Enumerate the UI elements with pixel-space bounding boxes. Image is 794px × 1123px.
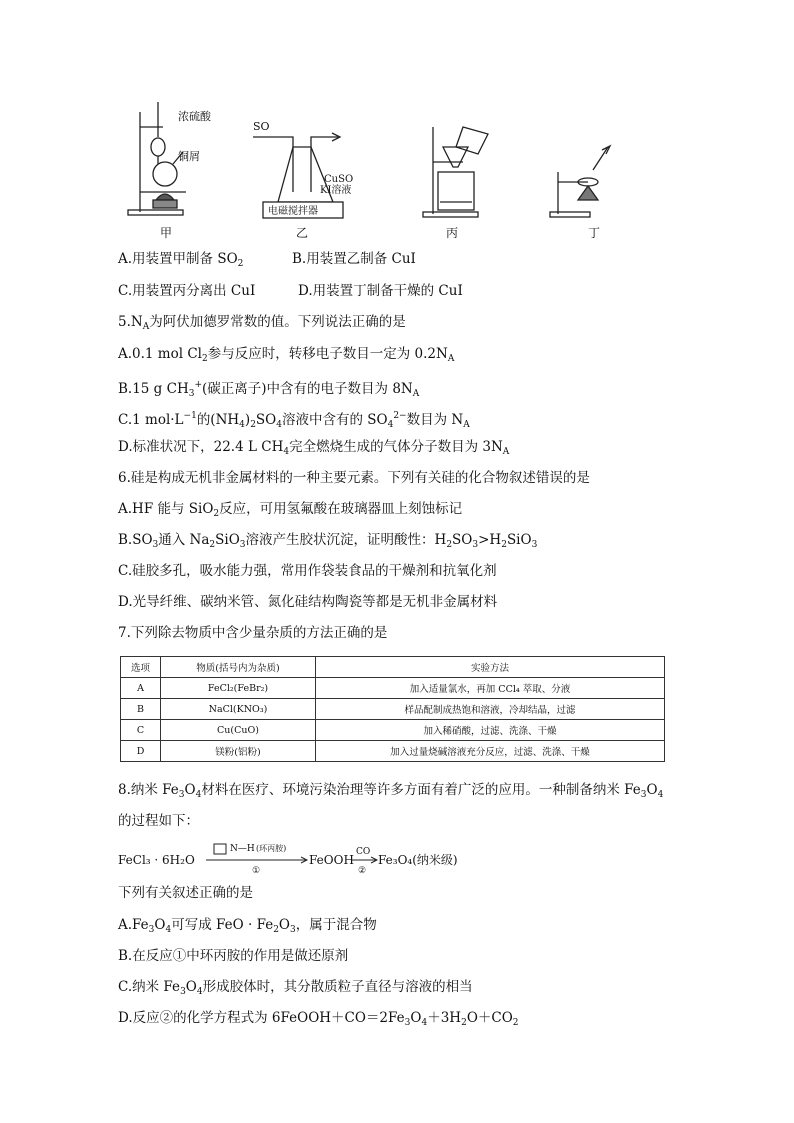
table-row: [121, 678, 665, 699]
q5-option-a: A.0.1 mol $Cl_2$参与反应时，转移电子数目一定为 $0.2N_A$: [118, 346, 455, 364]
q7-header-substance: 物质(括号内为杂质): [161, 657, 316, 678]
q5-option-c: C.1 $mol\cdot L^{-1}$的$(NH_4)_2SO_4$溶液中含有的 $SO_4^{2-}$数目为 $N_A$: [118, 411, 470, 430]
label-yi: 乙: [296, 226, 309, 240]
scheme-reagent1-name: (环丙胺): [256, 844, 287, 853]
q8-stem-line1: 8.纳米 $Fe_3O_4$材料在医疗、环境污染治理等许多方面有着广泛的应用。一种制备纳米 $Fe_3O_4$: [118, 782, 664, 800]
q7-cell-method: 加入过量烧碱溶液充分反应，过滤、洗涤、干燥: [316, 741, 665, 762]
q7-header-option: 选项: [121, 657, 161, 678]
q7-cell-method: 样品配制成热饱和溶液，冷却结晶，过滤: [316, 699, 665, 720]
q8-scheme-drawing: [118, 840, 478, 876]
q8-option-b: B.在反应①中环丙胺的作用是做还原剂: [118, 948, 349, 964]
scheme-step1: ①: [252, 866, 261, 876]
label-ding: 丁: [588, 226, 601, 240]
scheme-reagent1: N—H: [230, 844, 255, 854]
q7-cell-option: D: [121, 741, 161, 762]
scheme-mid: FeOOH: [309, 853, 354, 867]
q7-table: [120, 656, 665, 762]
q7-stem: 7.下列除去物质中含少量杂质的方法正确的是: [118, 625, 388, 641]
table-row: [121, 720, 665, 741]
q8-stem-line2: 的过程如下：: [118, 813, 199, 829]
label-so2: SO: [253, 120, 270, 133]
q4-option-b: B.用装置乙制备 CuI: [292, 251, 416, 267]
q4-option-d: D.用装置丁制备干燥的 CuI: [298, 283, 463, 299]
label-jia: 甲: [160, 226, 173, 240]
label-stirrer: 电磁搅拌器: [268, 206, 318, 217]
q8-reaction-scheme: [118, 840, 478, 876]
label-copper: 铜屑: [178, 150, 200, 163]
q5-stem: $5.N_A$为阿伏加德罗常数的值。下列说法正确的是: [118, 314, 406, 332]
scheme-product: Fe₃O₄(纳米级): [378, 853, 458, 867]
apparatus-drawing: [118, 92, 638, 242]
q8-option-c: C.纳米 $Fe_3O_4$形成胶体时，其分散质粒子直径与溶液的相当: [118, 979, 473, 997]
scheme-step2: ②: [358, 866, 367, 876]
q7-cell-option: B: [121, 699, 161, 720]
q6-option-b: $B.SO_3$通入 $Na_2SiO_3$溶液产生胶状沉淀，证明酸性：$H_2SO_3>H_2SiO_3$: [118, 532, 538, 550]
q7-cell-substance: 镁粉(铝粉): [161, 741, 316, 762]
q7-cell-option: C: [121, 720, 161, 741]
q7-cell-method: 加入稀硝酸，过滤、洗涤、干燥: [316, 720, 665, 741]
q8-stem-line3: 下列有关叙述正确的是: [118, 885, 253, 901]
q6-option-a: A.HF 能与 SiO$_2$反应，可用氢氟酸在玻璃器皿上刻蚀标记: [118, 501, 463, 519]
q7-header-method: 实验方法: [316, 657, 665, 678]
q7-cell-substance: FeCl₂(FeBr₂): [161, 678, 316, 699]
q4-option-a: A.用装置甲制备 $SO_2$: [118, 251, 244, 269]
label-conc-acid: 浓硫酸: [178, 110, 211, 123]
label-ki: KI溶液: [320, 185, 352, 196]
q5-option-d: D.标准状况下，22.4 L $CH_4$完全燃烧生成的气体分子数目为 $3N_A$: [118, 439, 510, 457]
q6-option-c: C.硅胶多孔，吸水能力强，常用作袋装食品的干燥剂和抗氧化剂: [118, 563, 497, 579]
q7-cell-method: 加入适量氯水，再加 CCl₄ 萃取、分液: [316, 678, 665, 699]
q4-option-c: C.用装置丙分离出 CuI: [118, 283, 256, 299]
q7-cell-option: A: [121, 678, 161, 699]
table-row: [121, 741, 665, 762]
q8-option-d: D.反应②的化学方程式为 $6FeOOH+CO=2Fe_3O_4+3H_2O+CO_2$: [118, 1010, 519, 1028]
q7-cell-substance: Cu(CuO): [161, 720, 316, 741]
q7-header-row: [121, 657, 665, 678]
q6-option-d: D.光导纤维、碳纳米管、氮化硅结构陶瓷等都是无机非金属材料: [118, 594, 498, 610]
cyclopropyl-icon: [214, 844, 226, 854]
apparatus-figure: [118, 92, 638, 242]
q5-option-b: B.15 g $CH_3^+$(碳正离子)中含有的电子数目为 $8N_A$: [118, 380, 420, 399]
q6-stem: 6.硅是构成无机非金属材料的一种主要元素。下列有关硅的化合物叙述错误的是: [118, 470, 590, 486]
label-bing: 丙: [446, 226, 459, 240]
q7-cell-substance: NaCl(KNO₃): [161, 699, 316, 720]
table-row: [121, 699, 665, 720]
q8-option-a: $A.Fe_3O_4$可写成 FeO · $Fe_2O_3$，属于混合物: [118, 917, 377, 935]
scheme-reagent2: CO: [356, 847, 371, 857]
scheme-reactant: FeCl₃ · 6H₂O: [118, 853, 195, 867]
label-cuso4: CuSO: [324, 174, 354, 185]
